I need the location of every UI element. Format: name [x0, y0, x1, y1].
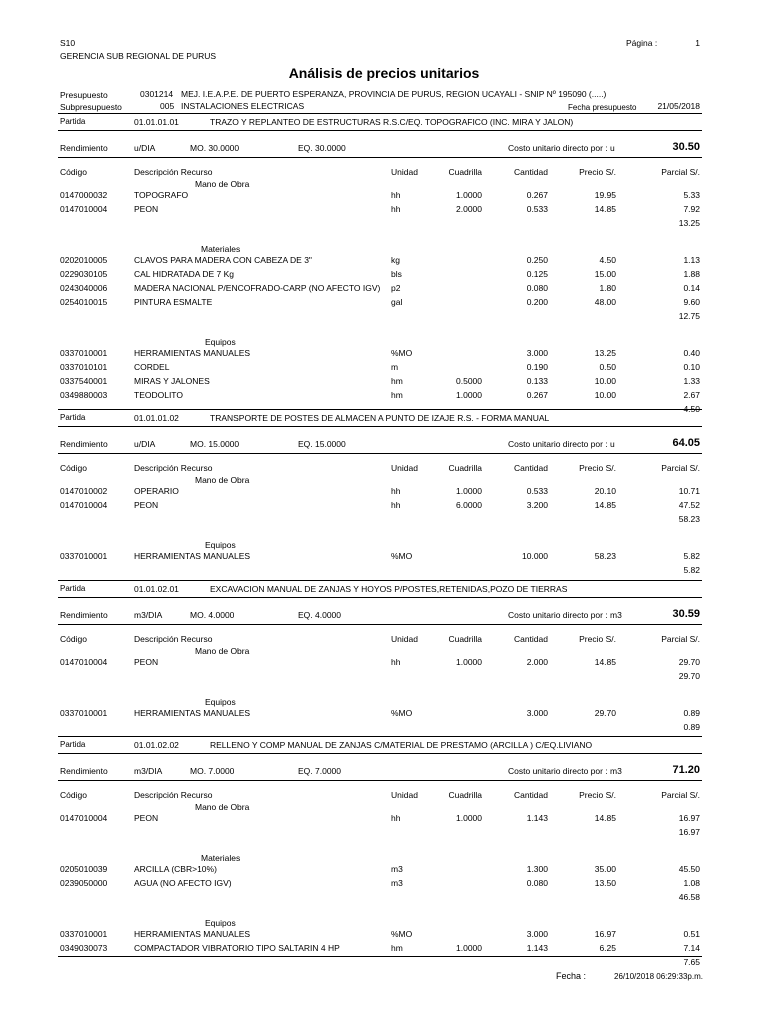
group-heading: Mano de Obra	[195, 179, 250, 189]
resource-precio: 14.85	[594, 813, 616, 823]
resource-unit: m3	[391, 864, 403, 874]
resource-cantidad: 3.200	[526, 500, 548, 510]
column-header-unidad: Unidad	[391, 463, 418, 473]
resource-cantidad: 1.300	[526, 864, 548, 874]
column-header-cuadrilla: Cuadrilla	[448, 634, 482, 644]
column-header-precio: Precio S/.	[579, 790, 616, 800]
page-title: Análisis de precios unitarios	[288, 65, 480, 81]
resource-description: HERRAMIENTAS MANUALES	[134, 929, 251, 939]
resource-precio: 6.25	[599, 943, 616, 953]
fecha-presupuesto: 21/05/2018	[657, 101, 700, 111]
resource-description: MADERA NACIONAL P/ENCOFRADO-CARP (NO AFECTO IGV)	[134, 283, 381, 293]
resource-row	[0, 929, 768, 943]
resource-unit: %MO	[391, 929, 413, 939]
resource-cantidad: 10.000	[522, 551, 548, 561]
partida-label: Partida	[60, 413, 86, 422]
column-header-codigo: Código	[60, 634, 87, 644]
resource-row	[0, 500, 768, 514]
rendimiento-eq: EQ. 4.0000	[298, 610, 342, 620]
resource-precio: 0.50	[599, 362, 616, 372]
resource-parcial: 0.14	[683, 283, 700, 293]
resource-code: 0147010004	[60, 204, 108, 214]
resource-cantidad: 3.000	[526, 708, 548, 718]
partida-code: 01.01.02.02	[134, 740, 179, 750]
resource-parcial: 1.08	[683, 878, 700, 888]
column-header-precio: Precio S/.	[579, 167, 616, 177]
resource-code: 0337010001	[60, 929, 108, 939]
resource-row	[0, 864, 768, 878]
resource-description: HERRAMIENTAS MANUALES	[134, 551, 251, 561]
group-subtotal: 29.70	[678, 671, 700, 681]
subpresupuesto-name: INSTALACIONES ELECTRICAS	[181, 101, 305, 111]
resource-unit: hh	[391, 813, 401, 823]
resource-parcial: 2.67	[683, 390, 700, 400]
resource-description: MIRAS Y JALONES	[134, 376, 210, 386]
resource-unit: hm	[391, 943, 403, 953]
presupuesto-name: MEJ. I.E.A.P.E. DE PUERTO ESPERANZA, PROVINCIA DE PURUS, REGION UCAYALI - SNIP Nº 195090 (.....)	[181, 89, 607, 99]
resource-unit: gal	[391, 297, 403, 307]
resource-row	[0, 297, 768, 311]
resource-parcial: 10.71	[678, 486, 700, 496]
resource-cantidad: 0.250	[526, 255, 548, 265]
resource-cantidad: 1.143	[526, 943, 548, 953]
partida-top-rule	[58, 580, 702, 581]
resource-code: 0337010001	[60, 708, 108, 718]
resource-parcial: 1.33	[683, 376, 700, 386]
column-header-codigo: Código	[60, 167, 87, 177]
rendimiento-eq: EQ. 15.0000	[298, 439, 346, 449]
column-header-row	[0, 463, 768, 477]
resource-code: 0337540001	[60, 376, 108, 386]
resource-code: 0349030073	[60, 943, 108, 953]
partida-name: RELLENO Y COMP MANUAL DE ZANJAS C/MATERIAL DE PRESTAMO (ARCILLA ) C/EQ.LIVIANO	[210, 740, 593, 750]
column-header-cuadrilla: Cuadrilla	[448, 790, 482, 800]
resource-row	[0, 269, 768, 283]
resource-precio: 16.97	[594, 929, 616, 939]
resource-code: 0243040006	[60, 283, 108, 293]
resource-row	[0, 943, 768, 957]
resource-description: AGUA (NO AFECTO IGV)	[134, 878, 232, 888]
resource-cantidad: 1.143	[526, 813, 548, 823]
rendimiento-mo: MO. 4.0000	[190, 610, 235, 620]
column-header-parcial: Parcial S/.	[661, 463, 700, 473]
resource-unit: hh	[391, 500, 401, 510]
resource-cantidad: 0.080	[526, 283, 548, 293]
footer-fecha: 26/10/2018 06:29:33p.m.	[614, 972, 703, 981]
resource-description: CORDEL	[134, 362, 170, 372]
resource-parcial: 29.70	[678, 657, 700, 667]
group-subtotal: 0.89	[683, 722, 700, 732]
resource-description: PEON	[134, 657, 159, 667]
resource-cantidad: 0.190	[526, 362, 548, 372]
column-header-unidad: Unidad	[391, 634, 418, 644]
resource-code: 0147010004	[60, 813, 108, 823]
column-header-codigo: Código	[60, 463, 87, 473]
column-header-parcial: Parcial S/.	[661, 790, 700, 800]
resource-cantidad: 3.000	[526, 929, 548, 939]
resource-parcial: 1.13	[683, 255, 700, 265]
resource-parcial: 0.51	[683, 929, 700, 939]
resource-cantidad: 0.125	[526, 269, 548, 279]
resource-precio: 4.50	[599, 255, 616, 265]
partida-top-rule	[58, 409, 702, 410]
rendimiento-unit: m3/DIA	[134, 610, 163, 620]
costo-unitario-label: Costo unitario directo por : u	[508, 439, 615, 449]
partida-name-rule	[58, 597, 702, 598]
resource-parcial: 1.88	[683, 269, 700, 279]
resource-description: CLAVOS PARA MADERA CON CABEZA DE 3"	[134, 255, 312, 265]
resource-cantidad: 0.533	[526, 204, 548, 214]
group-heading: Equipos	[205, 540, 236, 550]
resource-precio: 15.00	[594, 269, 616, 279]
resource-code: 0337010001	[60, 551, 108, 561]
group-heading: Mano de Obra	[195, 802, 250, 812]
group-subtotal: 5.82	[683, 565, 700, 575]
column-header-cantidad: Cantidad	[513, 790, 548, 800]
group-heading: Equipos	[205, 337, 236, 347]
resource-description: HERRAMIENTAS MANUALES	[134, 708, 251, 718]
rendimiento-label: Rendimiento	[60, 439, 108, 449]
partida-name-rule	[58, 130, 702, 131]
resource-precio: 13.50	[594, 878, 616, 888]
column-header-cuadrilla: Cuadrilla	[448, 463, 482, 473]
resource-precio: 10.00	[594, 376, 616, 386]
resource-parcial: 9.60	[683, 297, 700, 307]
costo-unitario-value: 30.59	[672, 608, 700, 620]
column-header-descripcion: Descripción Recurso	[134, 634, 213, 644]
resource-description: PEON	[134, 813, 159, 823]
resource-code: 0147000032	[60, 190, 108, 200]
report-code: S10	[60, 38, 76, 48]
costo-unitario-label: Costo unitario directo por : u	[508, 143, 615, 153]
group-subtotal: 7.65	[683, 957, 700, 967]
resource-row	[0, 486, 768, 500]
resource-unit: m3	[391, 878, 403, 888]
column-header-cantidad: Cantidad	[513, 634, 548, 644]
resource-code: 0349880003	[60, 390, 108, 400]
partida-name-rule	[58, 426, 702, 427]
resource-code: 0229030105	[60, 269, 108, 279]
group-heading: Equipos	[205, 697, 236, 707]
resource-unit: m	[391, 362, 399, 372]
resource-precio: 20.10	[594, 486, 616, 496]
resource-row	[0, 283, 768, 297]
group-heading: Materiales	[201, 853, 241, 863]
resource-precio: 14.85	[594, 204, 616, 214]
column-header-descripcion: Descripción Recurso	[134, 167, 213, 177]
resource-code: 0205010039	[60, 864, 108, 874]
resource-code: 0337010101	[60, 362, 108, 372]
resource-code: 0337010001	[60, 348, 108, 358]
resource-unit: p2	[391, 283, 401, 293]
costo-unitario-value: 64.05	[672, 437, 700, 449]
resource-code: 0239050000	[60, 878, 108, 888]
partida-name: EXCAVACION MANUAL DE ZANJAS Y HOYOS P/POSTES,RETENIDAS,POZO DE TIERRAS	[210, 584, 568, 594]
resource-description: PINTURA ESMALTE	[134, 297, 213, 307]
rendimiento-eq: EQ. 7.0000	[298, 766, 342, 776]
resource-cantidad: 0.267	[526, 390, 548, 400]
resource-unit: hh	[391, 190, 401, 200]
fecha-presupuesto-label: Fecha presupuesto	[568, 103, 637, 112]
partida-name: TRANSPORTE DE POSTES DE ALMACEN A PUNTO DE IZAJE R.S. - FORMA MANUAL	[210, 413, 550, 423]
resource-unit: kg	[391, 255, 400, 265]
resource-parcial: 47.52	[678, 500, 700, 510]
resource-unit: hm	[391, 390, 403, 400]
resource-description: OPERARIO	[134, 486, 179, 496]
resource-unit: hh	[391, 486, 401, 496]
partida-code: 01.01.01.01	[134, 117, 179, 127]
resource-parcial: 5.33	[683, 190, 700, 200]
rendimiento-eq: EQ. 30.0000	[298, 143, 346, 153]
rendimiento-rule	[58, 780, 702, 781]
resource-precio: 14.85	[594, 657, 616, 667]
column-header-unidad: Unidad	[391, 167, 418, 177]
resource-code: 0147010004	[60, 657, 108, 667]
resource-description: COMPACTADOR VIBRATORIO TIPO SALTARIN 4 HP	[134, 943, 340, 953]
rendimiento-label: Rendimiento	[60, 143, 108, 153]
resource-description: PEON	[134, 204, 159, 214]
page-label: Página :	[626, 38, 658, 48]
rendimiento-label: Rendimiento	[60, 610, 108, 620]
column-header-descripcion: Descripción Recurso	[134, 463, 213, 473]
resource-description: TOPOGRAFO	[134, 190, 189, 200]
resource-description: PEON	[134, 500, 159, 510]
resource-cuadrilla: 1.0000	[456, 486, 482, 496]
resource-cantidad: 0.133	[526, 376, 548, 386]
group-heading: Materiales	[201, 244, 241, 254]
resource-cantidad: 0.200	[526, 297, 548, 307]
resource-precio: 48.00	[594, 297, 616, 307]
resource-row	[0, 362, 768, 376]
resource-cuadrilla: 2.0000	[456, 204, 482, 214]
resource-row	[0, 348, 768, 362]
rendimiento-unit: u/DIA	[134, 439, 156, 449]
resource-unit: %MO	[391, 348, 413, 358]
resource-code: 0147010004	[60, 500, 108, 510]
rendimiento-mo: MO. 30.0000	[190, 143, 240, 153]
column-header-cantidad: Cantidad	[513, 167, 548, 177]
column-header-cantidad: Cantidad	[513, 463, 548, 473]
resource-precio: 29.70	[594, 708, 616, 718]
column-header-parcial: Parcial S/.	[661, 167, 700, 177]
column-header-descripcion: Descripción Recurso	[134, 790, 213, 800]
footer-rule	[58, 956, 702, 957]
presupuesto-label: Presupuesto	[60, 90, 108, 100]
resource-cuadrilla: 6.0000	[456, 500, 482, 510]
column-header-unidad: Unidad	[391, 790, 418, 800]
costo-unitario-value: 71.20	[672, 764, 700, 776]
resource-cuadrilla: 1.0000	[456, 943, 482, 953]
resource-cantidad: 3.000	[526, 348, 548, 358]
resource-cuadrilla: 1.0000	[456, 657, 482, 667]
partida-top-rule	[58, 113, 702, 114]
rendimiento-mo: MO. 7.0000	[190, 766, 235, 776]
column-header-precio: Precio S/.	[579, 463, 616, 473]
resource-description: CAL HIDRATADA DE 7 Kg	[134, 269, 234, 279]
column-header-parcial: Parcial S/.	[661, 634, 700, 644]
resource-cantidad: 2.000	[526, 657, 548, 667]
rendimiento-unit: m3/DIA	[134, 766, 163, 776]
footer-fecha-label: Fecha :	[556, 971, 587, 981]
resource-unit: hh	[391, 204, 401, 214]
group-subtotal: 12.75	[678, 311, 700, 321]
resource-parcial: 7.92	[683, 204, 700, 214]
partida-label: Partida	[60, 740, 86, 749]
resource-row	[0, 708, 768, 722]
resource-parcial: 16.97	[678, 813, 700, 823]
group-heading: Mano de Obra	[195, 475, 250, 485]
resource-precio: 1.80	[599, 283, 616, 293]
partida-top-rule	[58, 736, 702, 737]
resource-cuadrilla: 1.0000	[456, 190, 482, 200]
column-header-cuadrilla: Cuadrilla	[448, 167, 482, 177]
costo-unitario-value: 30.50	[672, 141, 700, 153]
resource-description: ARCILLA (CBR>10%)	[134, 864, 217, 874]
organization-name: GERENCIA SUB REGIONAL DE PURUS	[60, 51, 217, 61]
resource-cuadrilla: 1.0000	[456, 390, 482, 400]
group-subtotal: 16.97	[678, 827, 700, 837]
partida-code: 01.01.02.01	[134, 584, 179, 594]
resource-parcial: 7.14	[683, 943, 700, 953]
column-header-precio: Precio S/.	[579, 634, 616, 644]
resource-row	[0, 190, 768, 204]
subpresupuesto-code: 005	[160, 101, 175, 111]
resource-cantidad: 0.080	[526, 878, 548, 888]
resource-description: HERRAMIENTAS MANUALES	[134, 348, 251, 358]
resource-code: 0202010005	[60, 255, 108, 265]
resource-unit: hh	[391, 657, 401, 667]
resource-unit: bls	[391, 269, 402, 279]
costo-unitario-label: Costo unitario directo por : m3	[508, 766, 622, 776]
group-subtotal: 58.23	[678, 514, 700, 524]
group-heading: Equipos	[205, 918, 236, 928]
resource-cantidad: 0.533	[526, 486, 548, 496]
page-number: 1	[695, 38, 700, 48]
column-header-codigo: Código	[60, 790, 87, 800]
resource-row	[0, 204, 768, 218]
resource-row	[0, 255, 768, 269]
resource-parcial: 5.82	[683, 551, 700, 561]
resource-unit: %MO	[391, 708, 413, 718]
rendimiento-rule	[58, 453, 702, 454]
resource-parcial: 45.50	[678, 864, 700, 874]
subpresupuesto-label: Subpresupuesto	[60, 102, 122, 112]
group-heading: Mano de Obra	[195, 646, 250, 656]
resource-row	[0, 390, 768, 404]
resource-cuadrilla: 0.5000	[456, 376, 482, 386]
group-subtotal: 4.50	[683, 404, 700, 414]
resource-description: TEODOLITO	[134, 390, 183, 400]
resource-row	[0, 376, 768, 390]
resource-cuadrilla: 1.0000	[456, 813, 482, 823]
resource-precio: 19.95	[594, 190, 616, 200]
resource-precio: 35.00	[594, 864, 616, 874]
resource-precio: 58.23	[594, 551, 616, 561]
rendimiento-unit: u/DIA	[134, 143, 156, 153]
resource-code: 0254010015	[60, 297, 108, 307]
partida-code: 01.01.01.02	[134, 413, 179, 423]
partida-name: TRAZO Y REPLANTEO DE ESTRUCTURAS R.S.C/EQ. TOPOGRAFICO (INC. MIRA Y JALON)	[210, 117, 574, 127]
resource-parcial: 0.10	[683, 362, 700, 372]
partida-label: Partida	[60, 584, 86, 593]
group-subtotal: 46.58	[678, 892, 700, 902]
resource-unit: %MO	[391, 551, 413, 561]
resource-precio: 14.85	[594, 500, 616, 510]
rendimiento-rule	[58, 157, 702, 158]
partida-name-rule	[58, 753, 702, 754]
column-header-row	[0, 167, 768, 181]
resource-row	[0, 551, 768, 565]
resource-row	[0, 878, 768, 892]
rendimiento-rule	[58, 624, 702, 625]
resource-row	[0, 657, 768, 671]
costo-unitario-label: Costo unitario directo por : m3	[508, 610, 622, 620]
column-header-row	[0, 634, 768, 648]
resource-row	[0, 813, 768, 827]
resource-parcial: 0.89	[683, 708, 700, 718]
rendimiento-label: Rendimiento	[60, 766, 108, 776]
resource-unit: hm	[391, 376, 403, 386]
presupuesto-code: 0301214	[140, 89, 174, 99]
resource-parcial: 0.40	[683, 348, 700, 358]
partida-label: Partida	[60, 117, 86, 126]
resource-precio: 13.25	[594, 348, 616, 358]
group-subtotal: 13.25	[678, 218, 700, 228]
resource-cantidad: 0.267	[526, 190, 548, 200]
column-header-row	[0, 790, 768, 804]
rendimiento-mo: MO. 15.0000	[190, 439, 240, 449]
resource-code: 0147010002	[60, 486, 108, 496]
resource-precio: 10.00	[594, 390, 616, 400]
